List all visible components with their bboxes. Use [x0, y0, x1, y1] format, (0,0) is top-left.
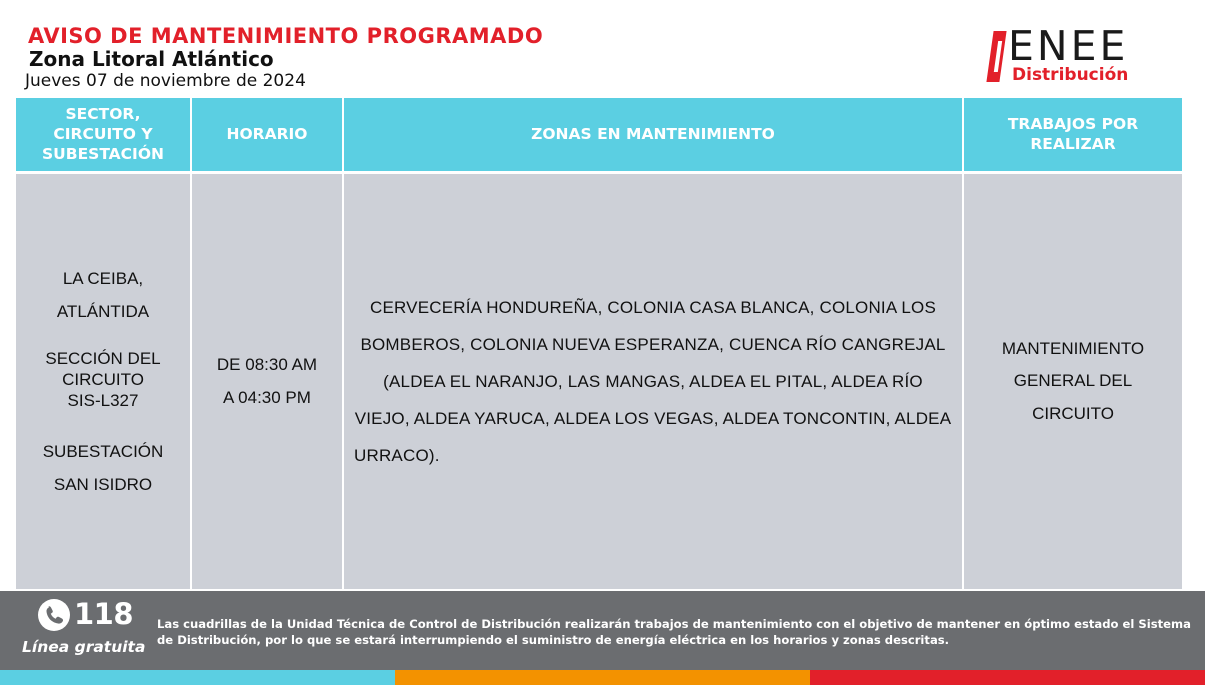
- work-description: MANTENIMIENTO GENERAL DEL CIRCUITO: [1001, 338, 1145, 423]
- circuit-code: SIS-L327: [67, 390, 139, 410]
- logo-subtitle: Distribución: [1012, 65, 1129, 85]
- footer-bar: [0, 591, 1205, 670]
- logo-mark-icon: [986, 31, 1006, 82]
- phone-icon: [38, 599, 70, 631]
- schedule-start: DE 08:30 AM: [216, 355, 318, 375]
- enee-logo: [988, 22, 1168, 88]
- maintenance-table: [16, 98, 1182, 589]
- header-schedule: HORARIO: [191, 98, 343, 172]
- schedule-cell: [191, 172, 343, 589]
- zone-title: Zona Litoral Atlántico: [29, 47, 274, 71]
- circuit-info: [26, 348, 180, 411]
- substation-name: SAN ISIDRO: [53, 474, 153, 494]
- hotline-label: Línea gratuita: [22, 638, 146, 656]
- zones-cell: CERVECERÍA HONDUREÑA, COLONIA CASA BLANCA, COLONIA LOS BOMBEROS, COLONIA NUEVA ESPERANZA, CUENCA RÍO CANGREJAL (ALDEA EL NARANJO, LAS MANGAS, ALDEA EL PITAL, ALDEA RÍO VIEJO, ALDEA YARUCA, ALDEA LOS VEGAS, ALDEA TONCONTIN, ALDEA URRACO).: [343, 172, 963, 589]
- schedule-end: A 04:30 PM: [223, 388, 311, 408]
- hotline-block: [20, 597, 144, 663]
- sector-city: LA CEIBA,: [62, 268, 144, 288]
- hotline-number: 118: [74, 597, 134, 631]
- notice-header: [0, 0, 1205, 98]
- header-zones: ZONAS EN MANTENIMIENTO: [343, 98, 963, 172]
- table-header-row: [16, 98, 1182, 172]
- header-sector: SECTOR, CIRCUITO Y SUBESTACIÓN: [16, 98, 191, 172]
- footer-message: Las cuadrillas de la Unidad Técnica de Control de Distribución realizarán trabajos de mantenimiento con el objetivo de mantener en óptimo estado el Sistema de Distribución, por lo que se estará interrumpiendo el suministro de energía eléctrica en los horarios y zonas descritas.: [157, 617, 1191, 647]
- table-row: [16, 172, 1182, 589]
- stripe-blue: [0, 670, 395, 685]
- sector-cell: [16, 172, 191, 589]
- notice-title: AVISO DE MANTENIMIENTO PROGRAMADO: [28, 24, 544, 48]
- header-work: TRABAJOS POR REALIZAR: [963, 98, 1182, 172]
- stripe-red: [810, 670, 1205, 685]
- stripe-orange: [395, 670, 810, 685]
- phone-handset-icon: [38, 599, 70, 631]
- circuit-section: SECCIÓN DEL CIRCUITO: [45, 348, 161, 389]
- logo-wordmark: ENEE: [1008, 22, 1129, 70]
- notice-date: Jueves 07 de noviembre de 2024: [25, 71, 306, 91]
- sector-department: ATLÁNTIDA: [56, 301, 150, 321]
- substation-label: SUBESTACIÓN: [42, 441, 164, 461]
- work-cell: [963, 172, 1182, 589]
